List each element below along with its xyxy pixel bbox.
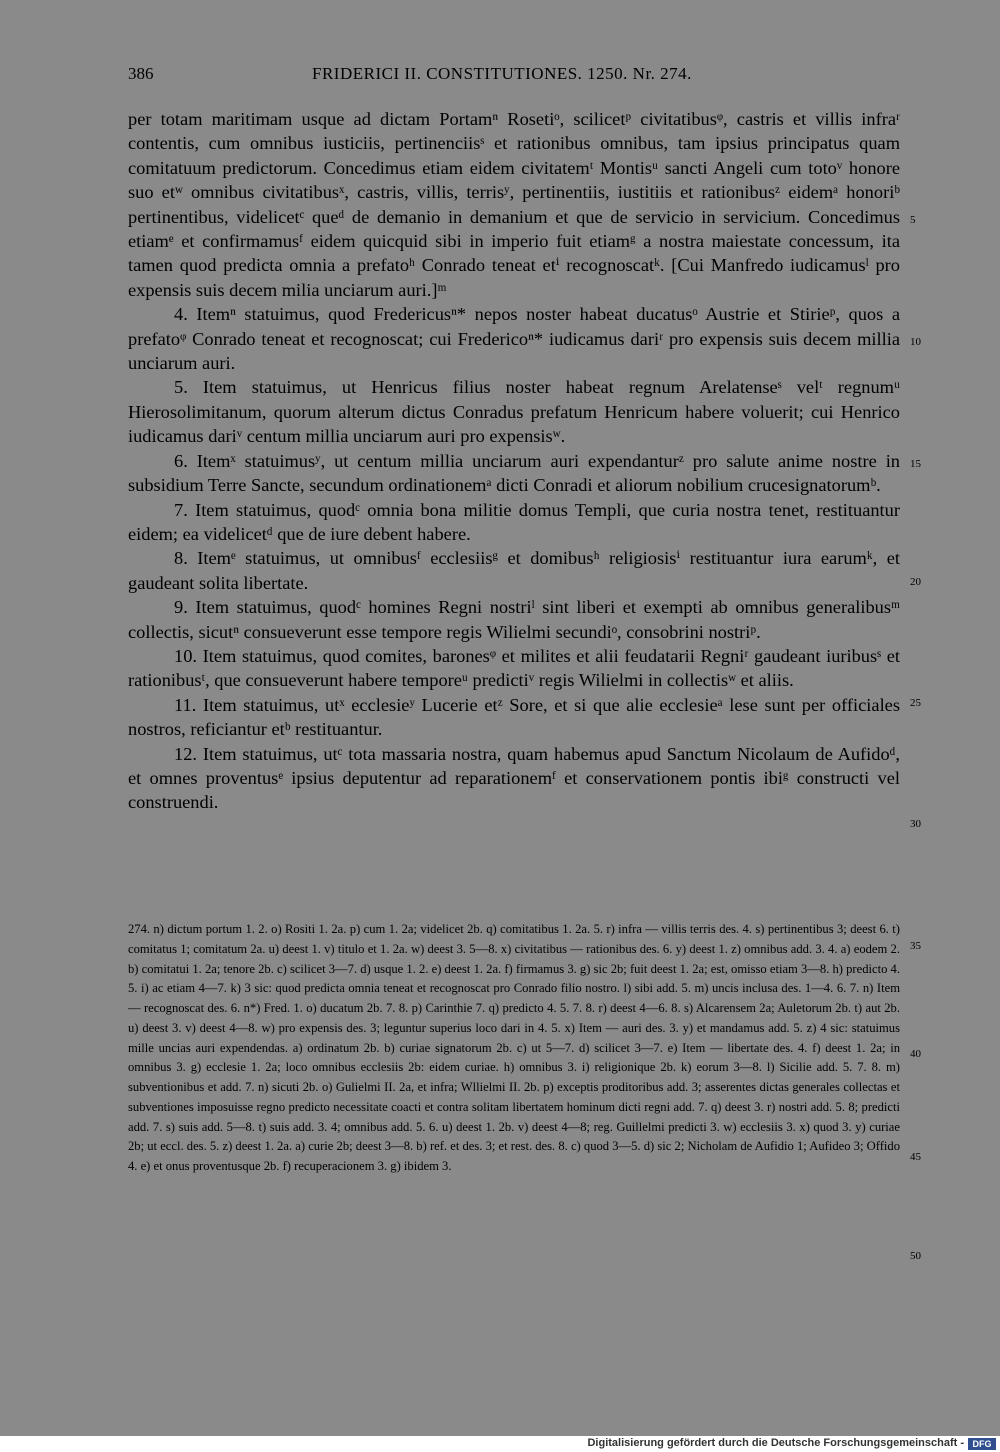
- footnotes: [128, 920, 900, 1177]
- paragraph-6: 6. Itemˣ statuimusʸ, ut centum millia unciarum auri expendanturᶻ pro salute anime nostre in subsidium Terre Sancte, secundum ordinationemᵃ dicti Conradi et aliorum nobilium crucesignatorumᵇ.: [128, 450, 900, 496]
- line-number: 25: [910, 697, 921, 709]
- line-number: 45: [910, 1151, 921, 1163]
- line-number: 50: [910, 1250, 921, 1262]
- dfg-logo-icon: DFG: [968, 1438, 996, 1450]
- line-number: 40: [910, 1048, 921, 1060]
- paragraph-continuation: per totam maritimam usque ad dictam Portamⁿ Rosetiᵒ, scilicetᵖ civitatibusᵠ, castris et villis infraʳ contentis, cum omnibus iusticiis, pertinenciisˢ et rationibus omnibus, tam ipsius principatus quam comitatuum predictorum. Concedimus etiam eidem civitatemᵗ Montisᵘ sancti Angeli cum totoᵛ honore suo etʷ omnibus civitatibusˣ, castris, villis, terrisʸ, pertinentiis, iustitiis et rationibusᶻ eidemᵃ honoriᵇ pertinentibus, videlicetᶜ queᵈ de demanio in demanium et que de servicio in servicium. Concedimus etiamᵉ et confirmamusᶠ eidem quicquid sibi in imperio fuit etiamᵍ a nostra maiestate concessum, ita tamen quod predicta omnia a prefatoʰ Conrado teneat etⁱ recognoscatᵏ. [Cui Manfredo iudicamusˡ pro expensis suis decem milia unciarum auri.]ᵐ: [128, 109, 900, 300]
- paragraph-9: 9. Item statuimus, quodᶜ homines Regni nostriˡ sint liberi et exempti ab omnibus generalibusᵐ collectis, sicutⁿ consueverunt esse tempore regis Wilielmi secundiᵒ, consobrini nostriᵖ.: [128, 597, 900, 642]
- paragraph-5: 5. Item statuimus, ut Henricus filius noster habeat regnum Arelatenseˢ velᵗ regnumᵘ Hierosolimitanum, quorum alterum dictus Conradus prefatum Henricum habere voluerit; cui Henrico iudicamus dariᵛ centum millia unciarum auri pro expensisʷ.: [128, 377, 900, 447]
- line-number: 20: [910, 576, 921, 588]
- running-header: [128, 64, 900, 90]
- line-number: 35: [910, 940, 921, 952]
- paragraph-12: 12. Item statuimus, utᶜ tota massaria nostra, quam habemus apud Sanctum Nicolaum de Aufidoᵈ, et omnes proventusᵉ ipsius deputentur ad reparationemᶠ et conservationem pontis ibiᵍ constructi vel construendi.: [128, 743, 900, 813]
- digitization-footer: [0, 1436, 1000, 1452]
- footer-credit: Digitalisierung gefördert durch die Deutsche Forschungsgemeinschaft -: [587, 1437, 964, 1449]
- paragraph-7: 7. Item statuimus, quodᶜ omnia bona militie domus Templi, que curia nostra tenet, restituantur eidem; ea videlicetᵈ que de iure debent habere.: [128, 499, 900, 544]
- running-title: FRIDERICI II. CONSTITUTIONES. 1250. Nr. 274.: [312, 64, 692, 83]
- line-number: 5: [910, 214, 916, 226]
- line-number: 10: [910, 336, 921, 348]
- page-number: 386: [128, 64, 154, 83]
- line-number: 15: [910, 458, 921, 470]
- paragraph-8: 8. Itemᵉ statuimus, ut omnibusᶠ ecclesiisᵍ et domibusʰ religiosisⁱ restituantur iura earumᵏ, et gaudeant solita libertate.: [128, 548, 900, 593]
- main-text: [128, 107, 900, 815]
- paragraph-10: 10. Item statuimus, quod comites, baronesᵠ et milites et alii feudatarii Regniʳ gaudeant iuribusˢ et rationibusᵗ, que consueverunt habere temporeᵘ predictiᵛ regis Wilielmi in collectisʷ et aliis.: [128, 645, 900, 691]
- paragraph-4: 4. Itemⁿ statuimus, quod Fredericusⁿ* nepos noster habeat ducatusᵒ Austrie et Stirieᵖ, quos a prefatoᵠ Conrado teneat et recognoscat; cui Fredericoⁿ* iudicamus dariʳ pro expensis suis decem millia unciarum auri.: [128, 304, 900, 374]
- footnote-apparatus: 274. n) dictum portum 1. 2. o) Rositi 1. 2a. p) cum 1. 2a; videlicet 2b. q) comitatibus 1. 2a. 5. r) infra — villis terris des. 4. s) pertinentibus 3; deest 6. t) comitatus 1; comitatum 2a. u) deest 1. v) titulo et 1. 2a. w) deest 3. 5—8. x) civitatibus — rationibus des. 6. y) deest 1. z) omnibus add. 3. 4. a) eodem 2. b) comitatui 1. 2a; tenore 2b. c) scilicet 3—7. d) usque 1. 2. e) deest 1. 2a. f) firmamus 3. g) sic 2b; fuit deest 1. 2a; est, omisso etiam 3—8. h) predicto 4. 5. i) ac etiam 4—7. k) 3 sic: quod predicta omnia teneat et recognoscat pro Conrado filio nostro. l) sibi add. 5. m) uncis inclusa des. 1—4. 6. 7. n) Item — recognoscat des. 6. n*) Fred. 1. o) ducatum 2b. 7. 8. p) Carinthie 7. q) predicto 4. 5. 7. 8. r) deest 4—6. 8. s) Alcarensem 2a; Auletorum 2b. t) aut 2b. u) deest 3. v) deest 4—8. w) pro expensis des. 3; leguntur superius loco dari in 4. 5. x) Item — auri des. 3. y) et mandamus add. 5. z) 4 sic: statuimus mille uncias auri expendendas. a) ordinatum 2b. b) curiae signatorum 2b. c) ut 5—7. d) scilicet 3—7. e) Item — libertate des. 4. f) deest 1. 2a; in omnibus 3. g) ecclesie 1. 2a; loco omnibus ecclesiis 2b: eidem curiae. h) omnibus 3. i) religionique 2b. k) eorum 3—8. l) Sicilie add. 5. 7. 8. m) subventionibus et add. 7. n) sicuti 2b. o) Gulielmi II. 2a, et infra; Wllielmi II. 2b. p) exceptis proditoribus add. 3; asserentes dictas generales collectas et subventiones imposuisse regno predicto necessitate coacti et contra solitam libertatem hominum dicti regni add. 7. q) deest 3. r) nostri add. 5. 8; predicti add. 7. s) suis add. 5—8. t) suis add. 3. 4; omnibus add. 5. 6. u) deest 1. 2b. v) deest 4—8; reg. Guillelmi predicti 3. w) ecclesiis 3. x) quod 3. y) curiae 2b; ut eccl. des. 5. z) deest 1. 2a. a) curie 2b; deest 3—8. b) ref. et des. 3; et rest. des. 8. c) quod 3—5. d) sic 2; Nicholam de Aufidio 1; Aufideo 3; Offido 4. e) et onus proventusque 2b. f) recuperacionem 3. g) ibidem 3.: [128, 922, 900, 1173]
- paragraph-11: 11. Item statuimus, utˣ ecclesieʸ Lucerie etᶻ Sore, et si que alie ecclesieᵃ lese sunt per officiales nostros, reficiantur etᵇ restituantur.: [128, 694, 900, 740]
- line-number: 30: [910, 818, 921, 830]
